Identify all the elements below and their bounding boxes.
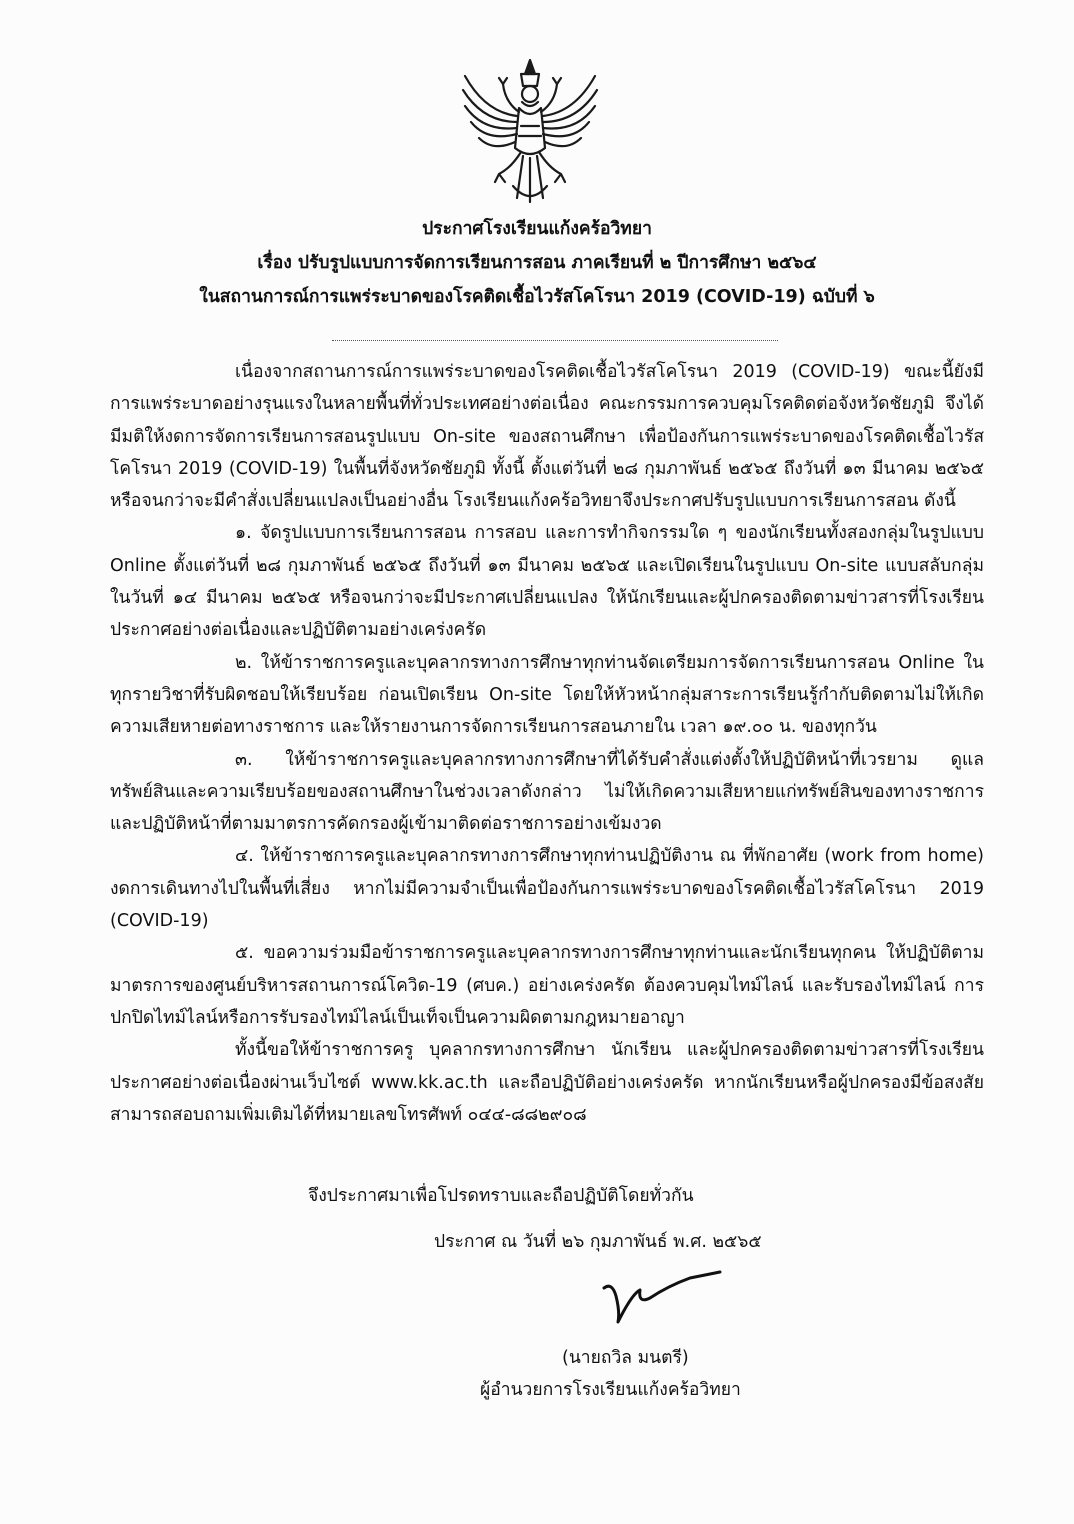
paragraph-item-4: ๔. ให้ข้าราชการครูและบุคลากรทางการศึกษาทุกท่านปฏิบัติงาน ณ ที่พักอาศัย (work from home) งดการเดินทางไปในพื้นที่เสี่ยง หากไม่มีความจำเป็นเพื่อป้องกันการแพร่ระบาดของโรคติดเชื้อไวรัสโคโรนา 2019 (COVID-19) [110,846,984,932]
header-subject: เรื่อง ปรับรูปแบบการจัดการเรียนการสอน ภาคเรียนที่ ๒ ปีการศึกษา ๒๕๖๔ [257,253,817,273]
paragraph-conclusion: ทั้งนี้ขอให้ข้าราชการครู บุคลากรทางการศึกษา นักเรียน และผู้ปกครองติดตามข่าวสารที่โรงเรียนประกาศอย่างต่อเนื่องผ่านเว็บไซต์ www.kk.ac.th และถือปฏิบัติอย่างเคร่งครัด หากนักเรียนหรือผู้ปกครองมีข้อสงสัยสามารถสอบถามเพิ่มเติมได้ที่หมายเลขโทรศัพท์ ๐๔๔-๘๘๒๙๐๘ [110,1040,984,1125]
closing-notice: จึงประกาศมาเพื่อโปรดทราบและถือปฏิบัติโดยทั่วกัน [308,1186,694,1206]
paragraph-item-5: ๕. ขอความร่วมมือข้าราชการครูและบุคลากรทางการศึกษาทุกท่านและนักเรียนทุกคน ให้ปฏิบัติตามมาตรการของศูนย์บริหารสถานการณ์โควิด-19 (ศบค.) อย่างเคร่งครัด ต้องควบคุมไทม์ไลน์ และรับรองไทม์ไลน์ การปกปิดไทม์ไลน์หรือการรับรองไทม์ไลน์เป็นเท็จเป็นความผิดตามกฎหมายอาญา [110,943,984,1028]
header-context: ในสถานการณ์การแพร่ระบาดของโรคติดเชื้อไวรัสโคโรนา 2019 (COVID-19) ฉบับที่ ๖ [199,287,875,307]
dotted-divider [332,340,778,341]
paragraph-item-2: ๒. ให้ข้าราชการครูและบุคลากรทางการศึกษาทุกท่านจัดเตรียมการจัดการเรียนการสอน Online ในทุกรายวิชาที่รับผิดชอบให้เรียบร้อย ก่อนเปิดเรียน On-site โดยให้หัวหน้ากลุ่มสาระการเรียนรู้กำกับติดตามไม่ให้เกิดความเสียหายต่อทางราชการ และให้รายงานการจัดการเรียนการสอนภายใน เวลา ๑๙.๐๐ น. ของทุกวัน [110,652,984,738]
garuda-emblem-icon [455,56,605,206]
signature-icon [598,1268,728,1328]
announcement-body [110,356,984,1131]
announcement-date: ประกาศ ณ วันที่ ๒๖ กุมภาพันธ์ พ.ศ. ๒๕๖๕ [434,1232,762,1252]
announcement-header [0,212,1074,314]
signer-name: (นายถวิล มนตรี) [562,1348,689,1368]
paragraph-item-1: ๑. จัดรูปแบบการเรียนการสอน การสอบ และการทำกิจกรรมใด ๆ ของนักเรียนทั้งสองกลุ่มในรูปแบบ Online ตั้งแต่วันที่ ๒๘ กุมภาพันธ์ ๒๕๖๕ ถึงวันที่ ๑๓ มีนาคม ๒๕๖๕ และเปิดเรียนในรูปแบบ On-site แบบสลับกลุ่ม ในวันที่ ๑๔ มีนาคม ๒๕๖๕ หรือจนกว่าจะมีประกาศเปลี่ยนแปลง ให้นักเรียนและผู้ปกครองติดตามข่าวสารที่โรงเรียนประกาศอย่างต่อเนื่องและปฏิบัติตามอย่างเคร่งครัด [110,523,984,641]
signer-title: ผู้อำนวยการโรงเรียนแก้งคร้อวิทยา [480,1380,741,1400]
paragraph-item-3: ๓. ให้ข้าราชการครูและบุคลากรทางการศึกษาที่ได้รับคำสั่งแต่งตั้งให้ปฏิบัติหน้าที่เวรยาม ดูแลทรัพย์สินและความเรียบร้อยของสถานศึกษาในช่วงเวลาดังกล่าว ไม่ให้เกิดความเสียหายแก่ทรัพย์สินของทางราชการและปฏิบัติหน้าที่ตามมาตรการคัดกรองผู้เข้ามาติดต่อราชการอย่างเข้มงวด [110,749,984,835]
paragraph-intro: เนื่องจากสถานการณ์การแพร่ระบาดของโรคติดเชื้อไวรัสโคโรนา 2019 (COVID-19) ขณะนี้ยังมีการแพร่ระบาดอย่างรุนแรงในหลายพื้นที่ทั่วประเทศอย่างต่อเนื่อง คณะกรรมการควบคุมโรคติดต่อจังหวัดชัยภูมิ จึงได้มีมติให้งดการจัดการเรียนการสอนรูปแบบ On-site ของสถานศึกษา เพื่อป้องกันการแพร่ระบาดของโรคติดเชื้อไวรัสโคโรนา 2019 (COVID-19) ในพื้นที่จังหวัดชัยภูมิ ทั้งนี้ ตั้งแต่วันที่ ๒๘ กุมภาพันธ์ ๒๕๖๕ ถึงวันที่ ๑๓ มีนาคม ๒๕๖๕ หรือจนกว่าจะมีคำสั่งเปลี่ยนแปลงเป็นอย่างอื่น โรงเรียนแก้งคร้อวิทยาจึงประกาศปรับรูปแบบการเรียนการสอน ดังนี้ [110,362,984,512]
header-issuer: ประกาศโรงเรียนแก้งคร้อวิทยา [422,219,652,239]
